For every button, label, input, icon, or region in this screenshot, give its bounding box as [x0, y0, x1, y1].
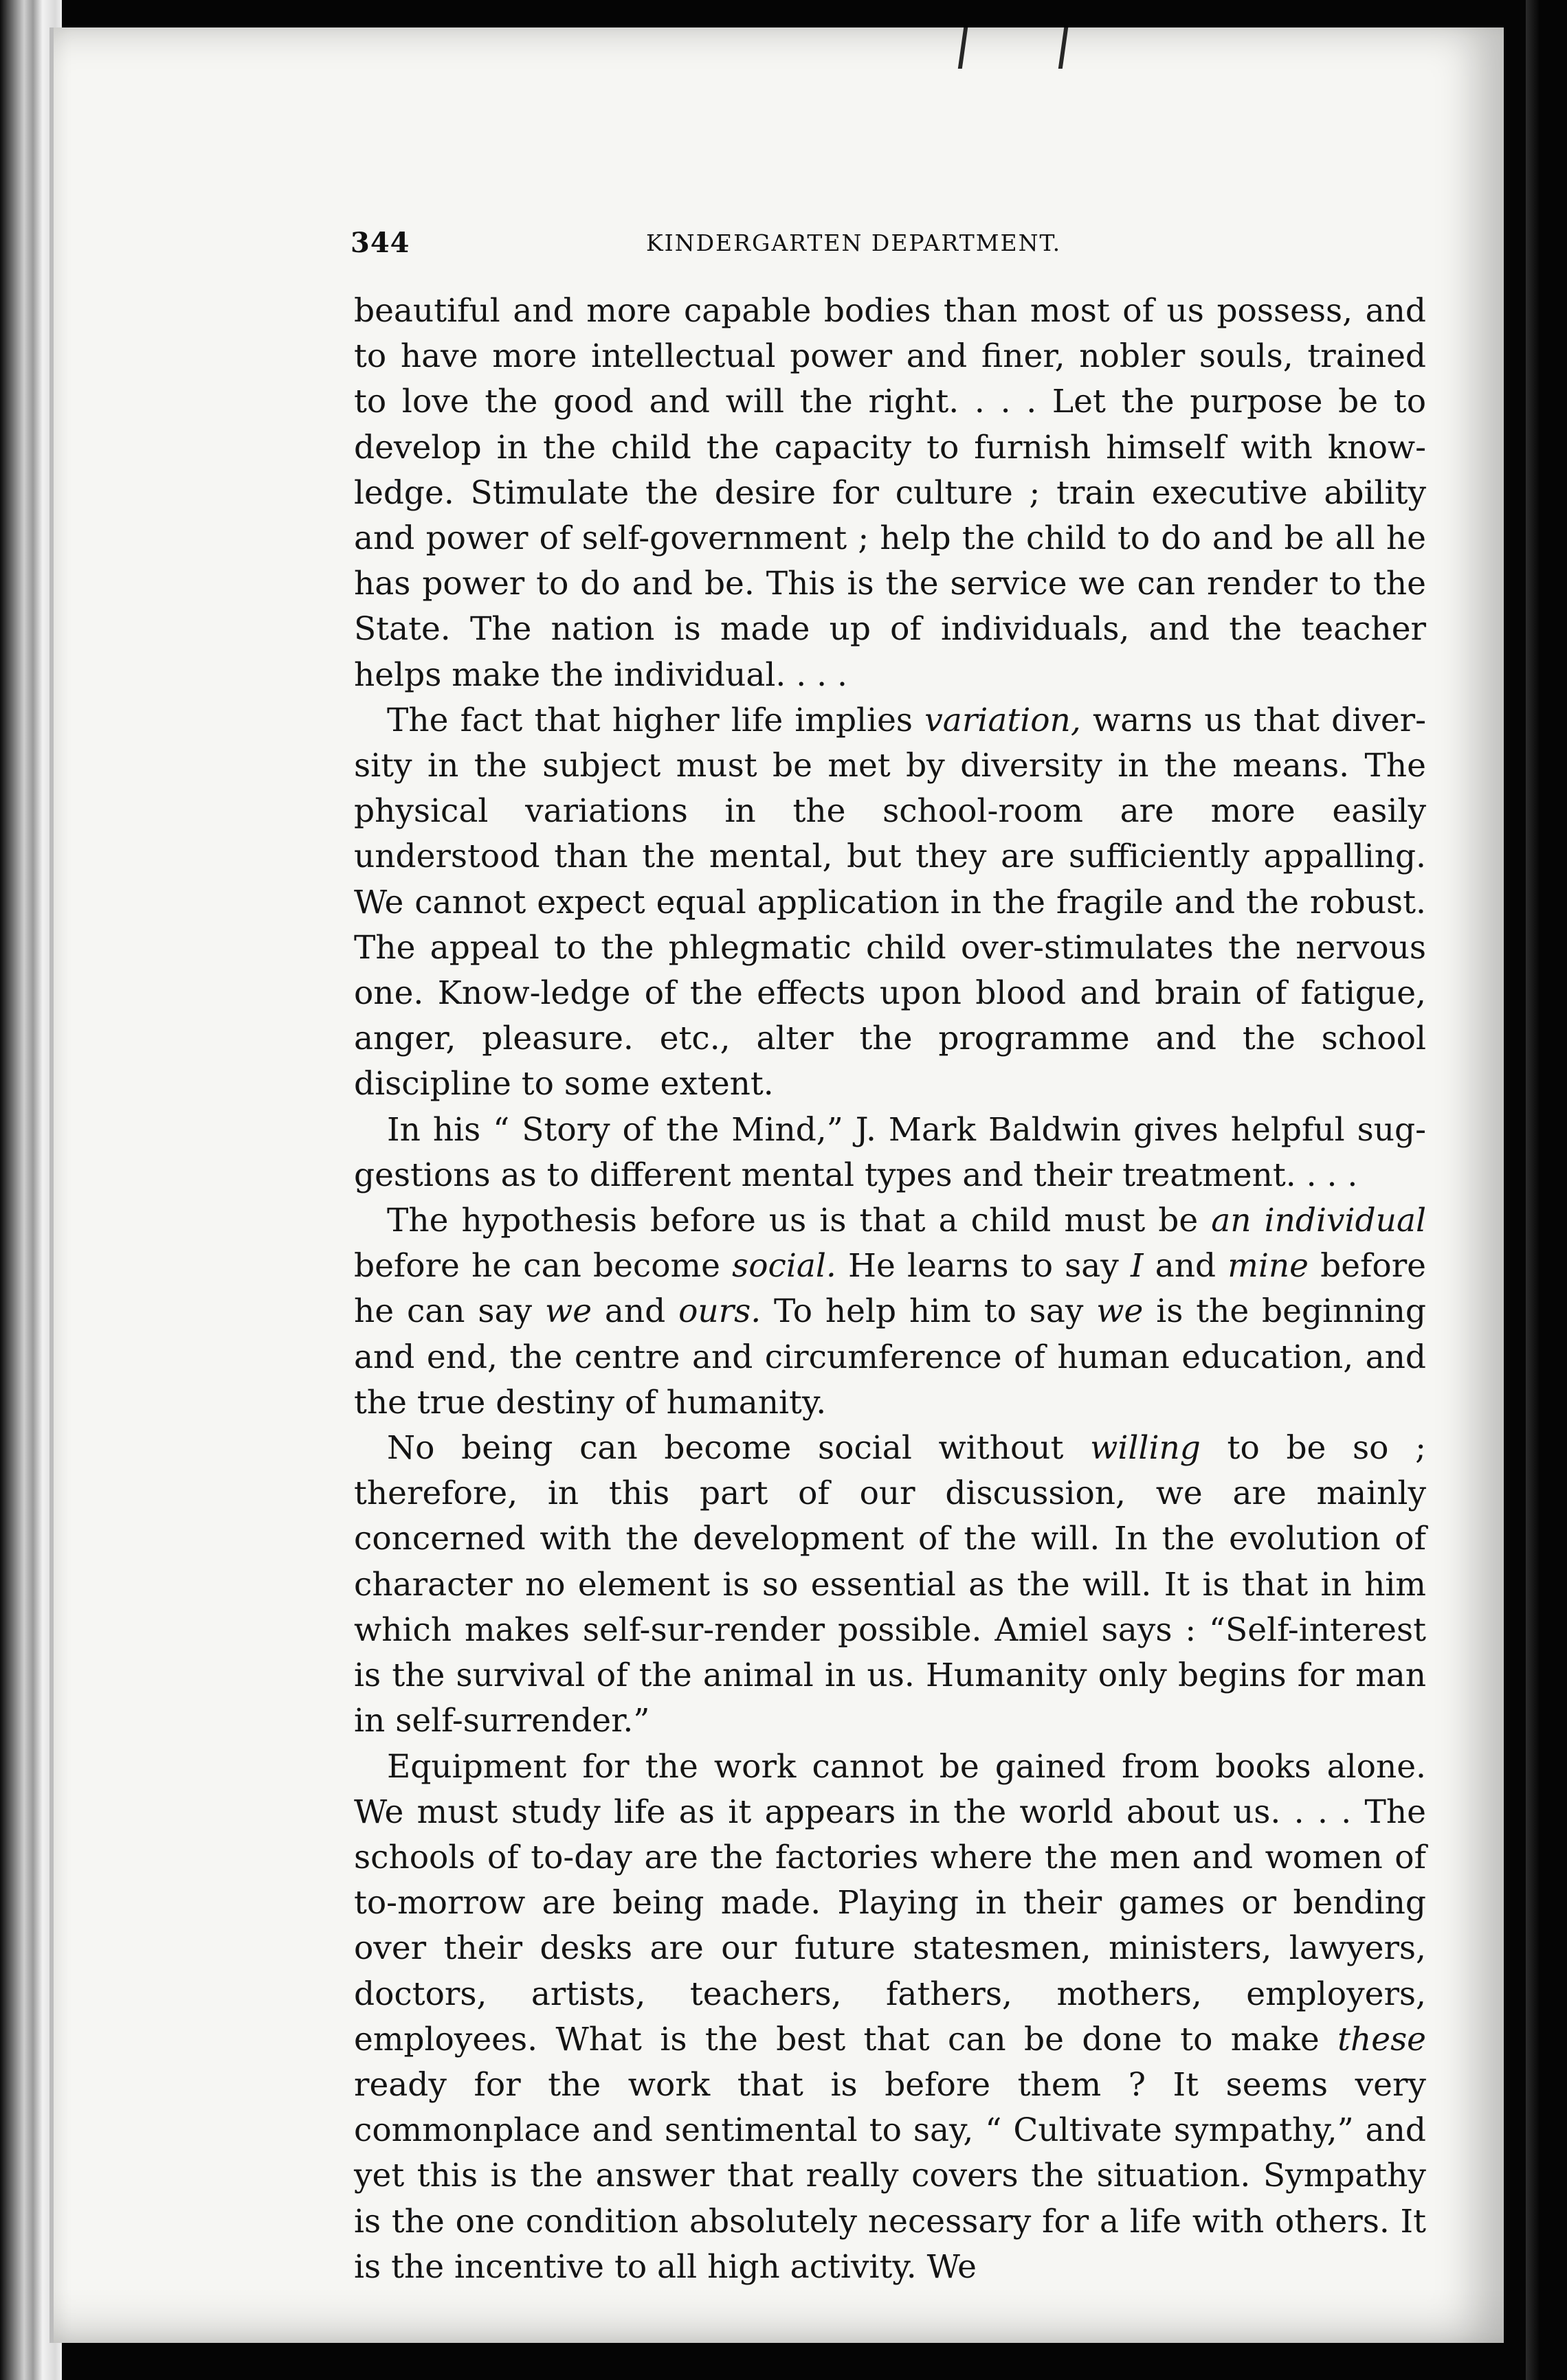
- paragraph-1: [354, 289, 1426, 698]
- paragraph-5-text-b: to be so ; therefore, in this part of our discussion, we are mainly concerned with the development of the will. In the evolution of character no element is so essential as the will. It is that in him which makes self-sur-render possible. Amiel says : “Self-interest is the survival of the animal in us. Humanity only begins for man in self-surrender.”: [354, 1429, 1426, 1740]
- paragraph-4-text-h: is the beginning and end, the centre and circumference of human education, and the true destiny of humanity.: [354, 1292, 1426, 1422]
- paragraph-5-text-a: No being can become social without: [387, 1429, 1091, 1468]
- scan-right-edge: [1526, 0, 1567, 2380]
- binding-thread: [958, 27, 1068, 69]
- paragraph-4-italic-we-2: we: [1096, 1292, 1144, 1331]
- paragraph-4: [354, 1198, 1426, 1426]
- paragraph-4-italic-an-individual: an individual: [1211, 1202, 1426, 1240]
- paragraph-5-italic-willing: willing: [1090, 1429, 1201, 1468]
- paragraph-4-text-b: before he can become: [354, 1247, 733, 1286]
- page-number: 344: [351, 227, 410, 259]
- page-bottom-shadow: [54, 2288, 1504, 2343]
- paragraph-4-text-c: He learns to say: [836, 1247, 1131, 1286]
- paragraph-6: [354, 1744, 1426, 2290]
- paragraph-1-text: beautiful and more capable bodies than most of us possess, and to have more intellectual power and finer, nobler souls, trained to love the good and will the right. . . . Let the purpose be to develop in the child the capacity to furnish himself with know-ledge. Stimulate the desire for culture ; train executive ability and power of self-government ; help the child to do and be all he has power to do and be. This is the service we can render to the State. The nation is made up of individuals, and the teacher helps make the individual. . . .: [354, 292, 1426, 694]
- paragraph-3: [354, 1108, 1426, 1198]
- paragraph-4-text-g: To help him to say: [761, 1292, 1097, 1331]
- paragraph-4-text-f: and: [592, 1292, 679, 1331]
- paragraph-4-italic-i: I: [1131, 1247, 1144, 1286]
- paragraph-4-text-a: The hypothesis before us is that a child must be: [387, 1202, 1212, 1240]
- paragraph-4-italic-ours: ours.: [678, 1292, 762, 1331]
- paragraph-6-text-a: Equipment for the work cannot be gained from books alone. We must study life as it appears in the world about us. . . . The schools of to-day are the factories where the men and women of to-morrow are being made. Playing in their games or bending over their desks are our future statesmen, ministers, lawyers, doctors, artists, teachers, fathers, mothers, employers, employees. What is the best that can be done to make: [354, 1747, 1426, 2058]
- body-text: [354, 289, 1426, 2290]
- paragraph-4-italic-we: we: [544, 1292, 592, 1331]
- paragraph-6-text-b: ready for the work that is before them ? It seems very commonplace and sentimental to say, “ Cultivate sympathy,” and yet this is the answer that really covers the situation. Sympathy is the one condition absolutely necessary for a life with others. It is the incentive to all high activity. We: [354, 2065, 1426, 2286]
- paragraph-2-text-a: The fact that higher life implies: [387, 701, 925, 739]
- paragraph-4-italic-mine: mine: [1227, 1247, 1309, 1286]
- paragraph-6-italic-these: these: [1337, 2020, 1426, 2058]
- paragraph-3-text: In his “ Story of the Mind,” J. Mark Baldwin gives helpful sug-gestions as to different mental types and their treatment. . . .: [354, 1110, 1426, 1194]
- running-head: KINDERGARTEN DEPARTMENT.: [646, 229, 1062, 256]
- paragraph-2: [354, 698, 1426, 1108]
- paragraph-2-text-b: warns us that diver-sity in the subject must be met by diversity in the means. The physical variations in the school-room are more easily understood than the mental, but they are sufficiently appalling. We cannot expect equal application in the fragile and the robust. The appeal to the phlegmatic child over-stimulates the nervous one. Know-ledge of the effects upon blood and brain of fatigue, anger, pleasure. etc., alter the programme and the school discipline to some extent.: [354, 701, 1426, 1103]
- page-header: [302, 227, 1471, 268]
- paragraph-5: [354, 1426, 1426, 1744]
- paragraph-4-text-e: before he can say: [354, 1247, 1426, 1331]
- paragraph-2-italic-variation: variation,: [924, 701, 1081, 739]
- paragraph-4-text-d: and: [1143, 1247, 1228, 1286]
- paragraph-4-italic-social: social.: [732, 1247, 836, 1286]
